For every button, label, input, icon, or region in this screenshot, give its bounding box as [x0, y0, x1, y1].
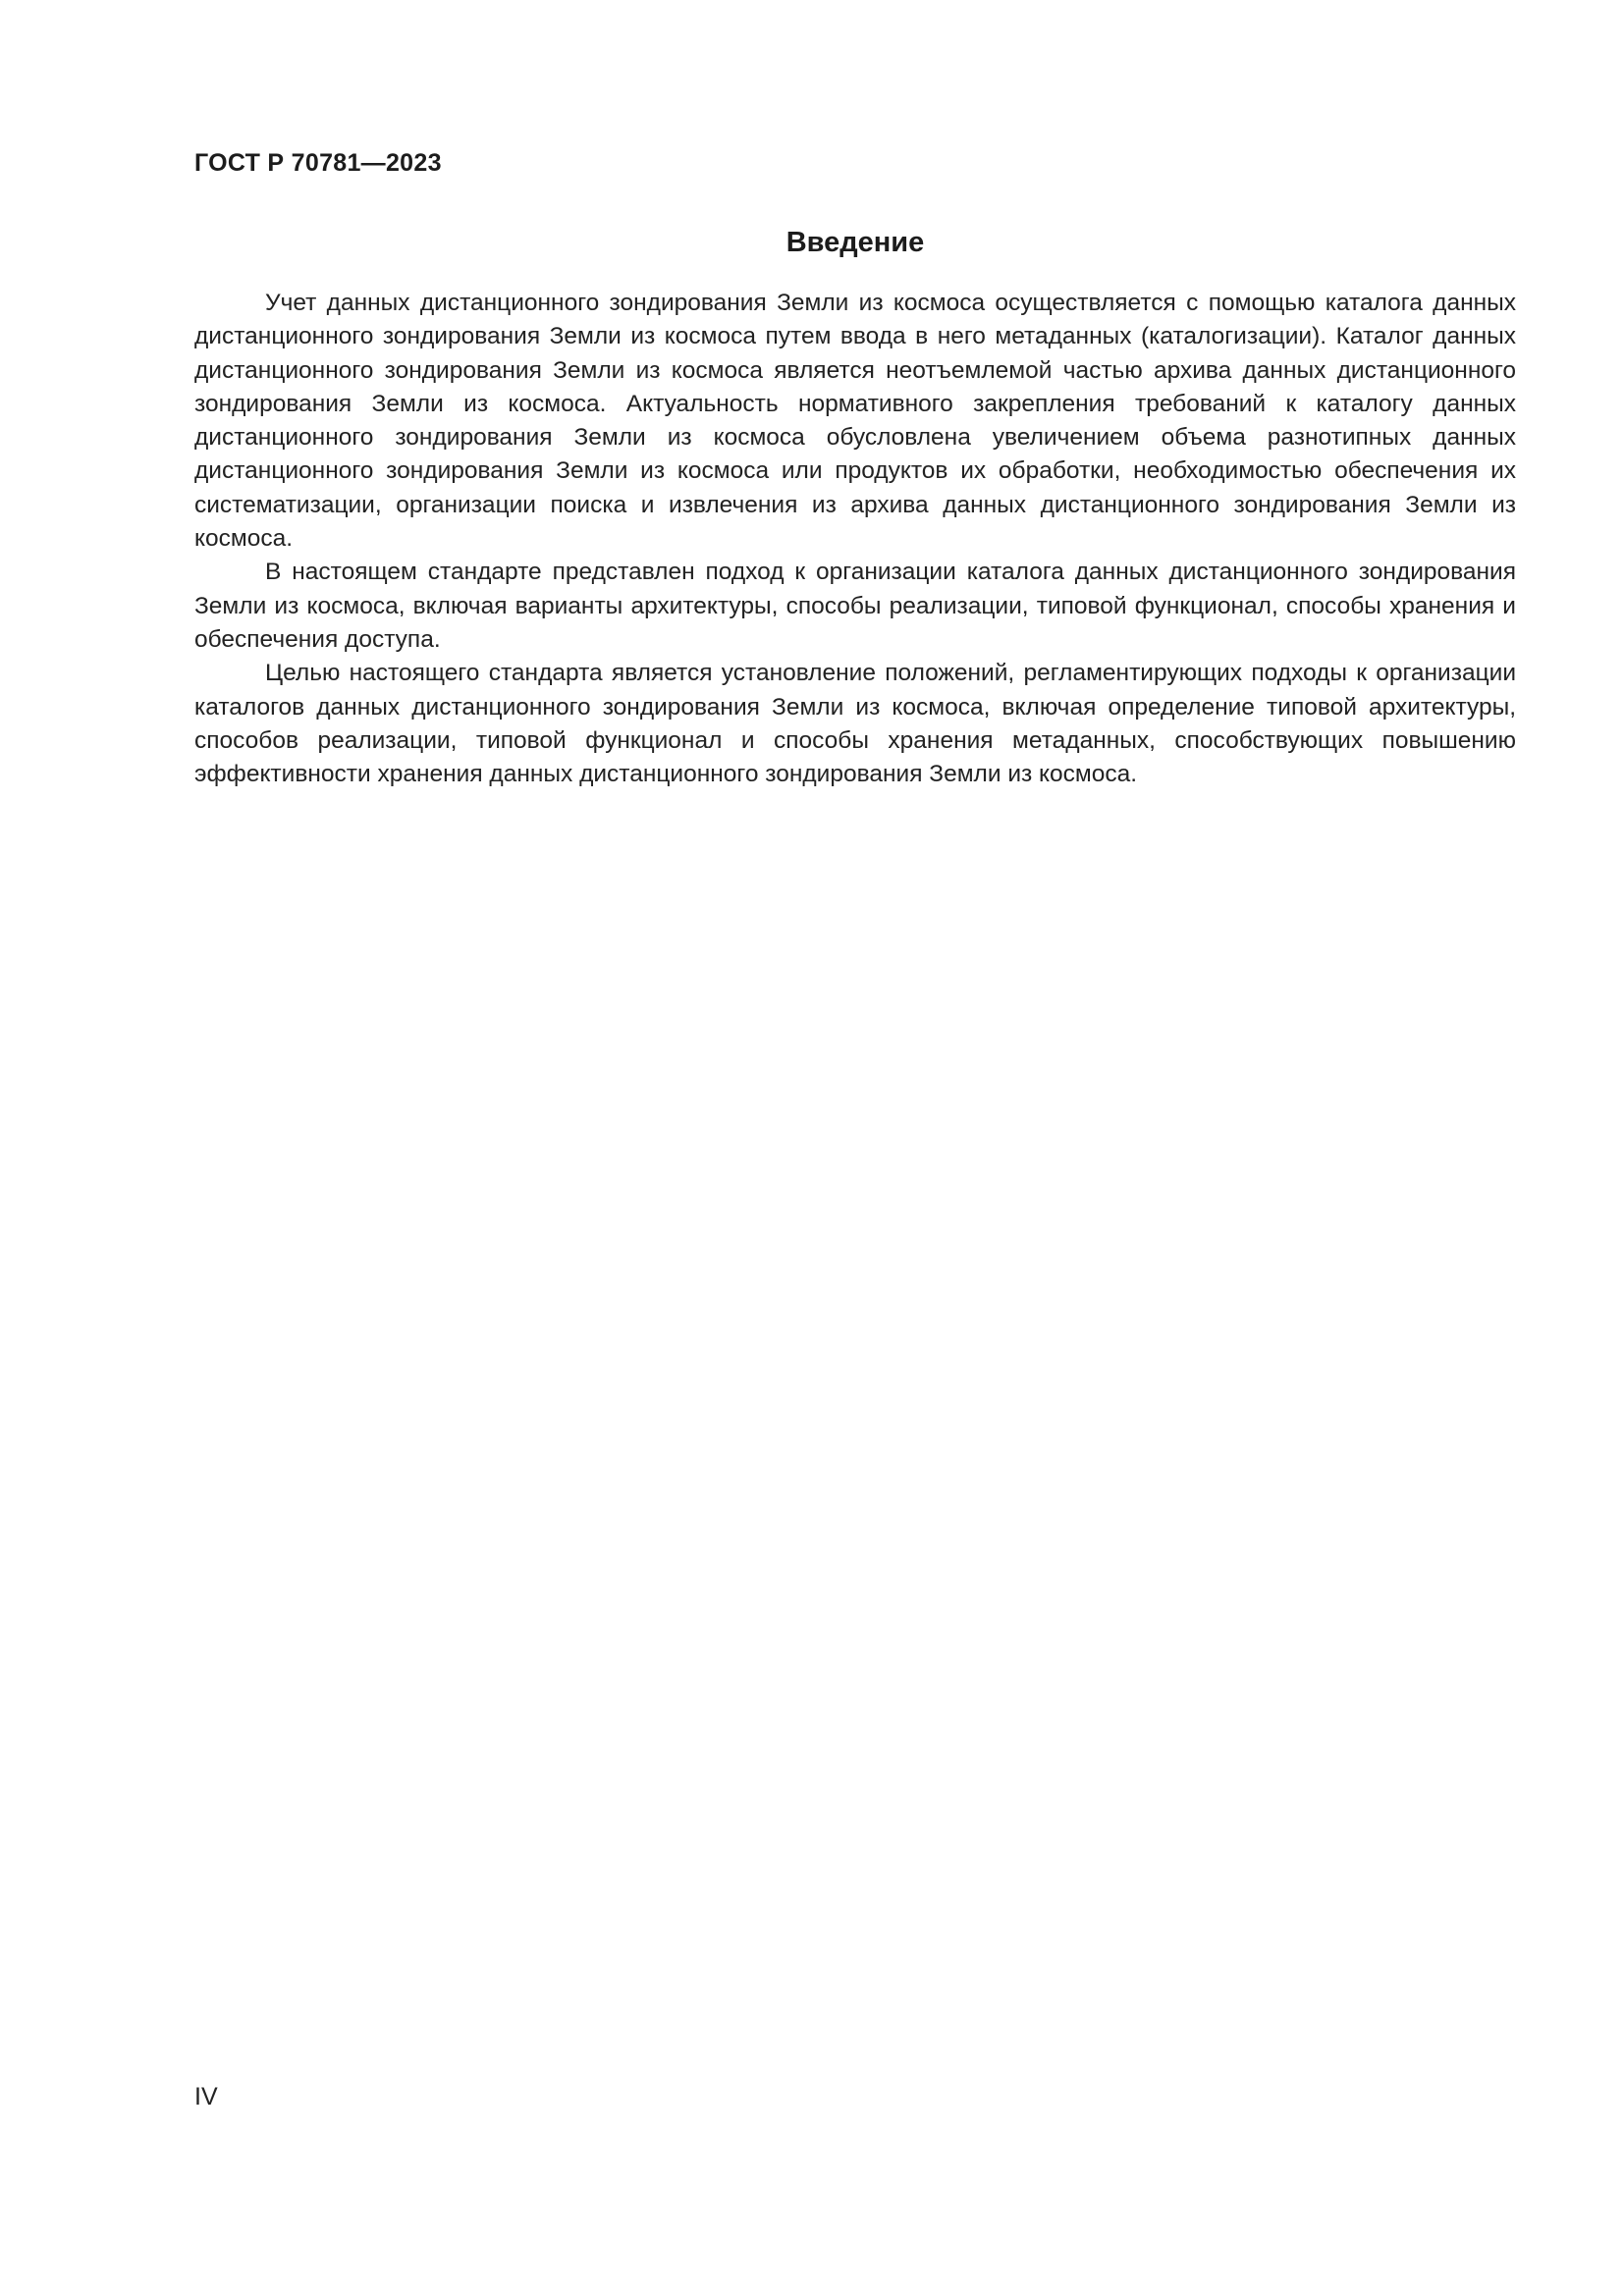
paragraph-1: Учет данных дистанционного зондирования Земли из космоса осуществляется с помощью каталога данных дистанционного зондирования Земли из космоса путем ввода в него метаданных (каталогизации). Каталог данных дистанционного зондирования Земли из космоса является неотъемлемой частью архива данных дистанционного зондирования Земли из космоса. Актуальность нормативного закрепления требований к каталогу данных дистанционного зондирования Земли из космоса обусловлена увеличением объема разнотипных данных дистанционного зондирования Земли из космоса или продуктов их обработки, необходимостью обеспечения их систематизации, организации поиска и извлечения из архива данных дистанционного зондирования Земли из космоса. [194, 290, 1516, 553]
paragraph-3: Целью настоящего стандарта является установление положений, регламентирующих подходы к организации каталогов данных дистанционного зондирования Земли из космоса, включая определение типовой архитектуры, способов реализации, типовой функционал и способы хранения метаданных, способствующих повышению эффективности хранения данных дистанционного зондирования Земли из космоса. [194, 660, 1516, 788]
page-number: IV [194, 2083, 218, 2110]
section-title: Введение [785, 227, 925, 258]
document-code-header: ГОСТ Р 70781—2023 [194, 149, 442, 177]
paragraph-2: В настоящем стандарте представлен подход к организации каталога данных дистанционного зондирования Земли из космоса, включая варианты архитектуры, способы реализации, типовой функционал, способы хранения и обеспечения доступа. [194, 559, 1516, 653]
introduction-body [194, 287, 1516, 791]
